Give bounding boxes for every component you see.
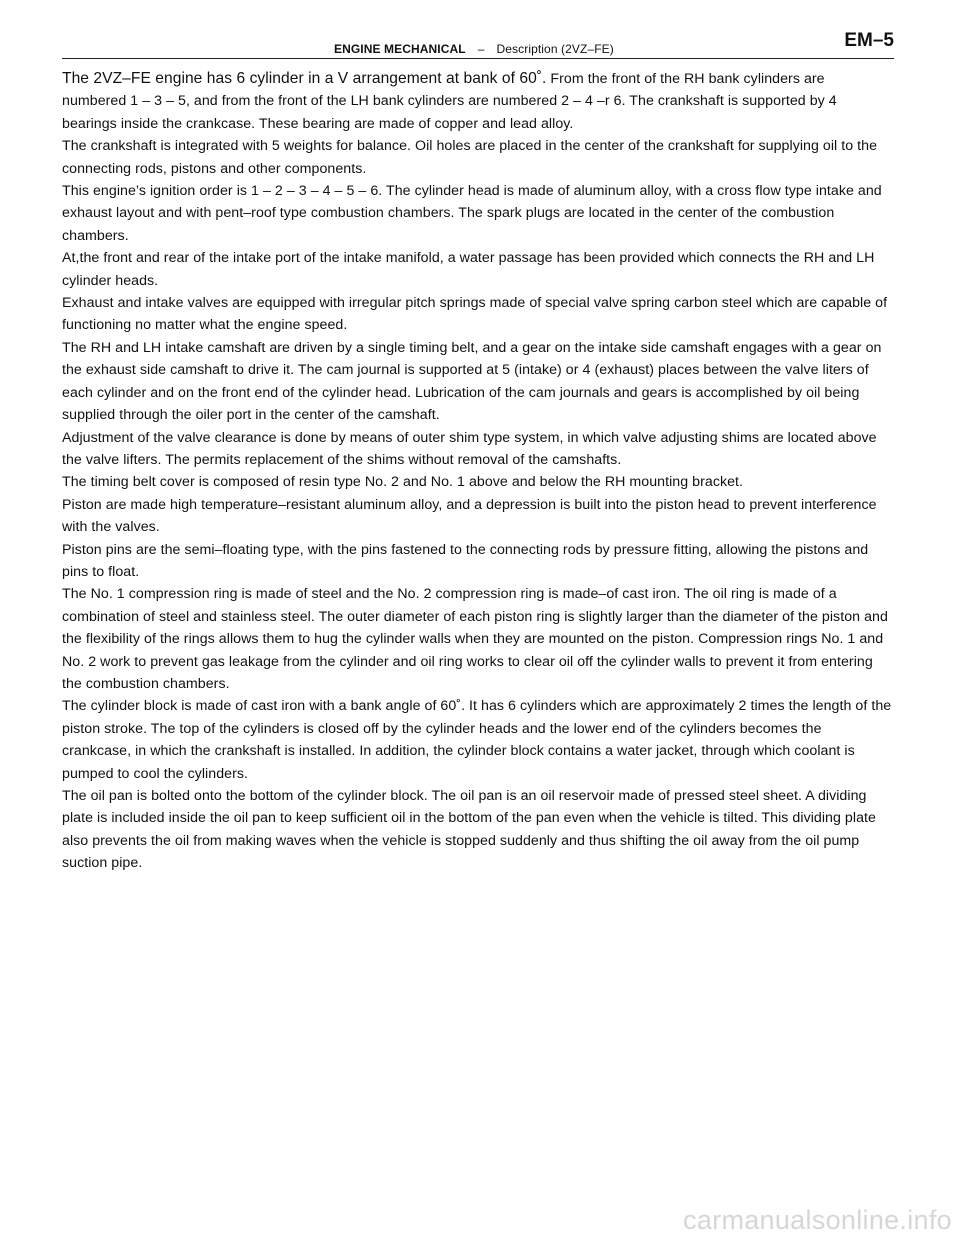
- watermark: carmanualsonline.info: [683, 1205, 952, 1235]
- title-separator: –: [477, 42, 485, 56]
- paragraph-ignition-order: This engine’s ignition order is 1 – 2 – 3 – 4 – 5 – 6. The cylinder head is made of aluminum alloy, with a cross flow type intake and exhaust layout and with pent–roof type combustion chambers. The spark plugs are located in the center of the combustion chambers.: [62, 183, 882, 244]
- page-number: EM–5: [844, 30, 894, 51]
- paragraph-camshaft: The RH and LH intake camshaft are driven by a single timing belt, and a gear on the intake side camshaft engages with a gear on the exhaust side camshaft to drive it. The cam journal is supported at 5 (intake) or 4 (exhaust) places between the valve liters of each cylinder and on the front end of the cylinder head. Lubrication of the cam journals and gears is accomplished by oil being supplied through the oiler port in the center of the camshaft.: [62, 339, 882, 424]
- paragraph-valve-clearance: Adjustment of the valve clearance is done by means of outer shim type system, in which valve adjusting shims are located above the valve lifters. The permits replacement of the shims without removal of the camshafts.: [62, 429, 877, 468]
- paragraph-piston-pins: Piston pins are the semi–floating type, with the pins fastened to the connecting rods by pressure fitting, allowing the pistons and pins to float.: [62, 541, 869, 580]
- paragraph-text: From the front of the RH bank cylinders are numbered 1 – 3 – 5, and from the front of the LH bank cylinders are numbered 2 – 4 –r 6. The crankshaft is supported by 4 bearings inside the crankcase. These bearing are made of copper and lead alloy.: [62, 71, 837, 132]
- paragraph-oil-pan: The oil pan is bolted onto the bottom of the cylinder block. The oil pan is an oil reservoir made of pressed steel sheet. A dividing plate is included inside the oil pan to keep sufficient oil in the bottom of the pan even when the vehicle is tilted. This dividing plate also prevents the oil from making waves when the vehicle is stopped suddenly and thus shifting the oil away from the oil pump suction pipe.: [62, 788, 876, 872]
- section-title: ENGINE MECHANICAL: [334, 42, 466, 56]
- page-header: [62, 30, 894, 62]
- description-body: [62, 68, 892, 875]
- paragraph-piston-rings: The No. 1 compression ring is made of steel and the No. 2 compression ring is made–of cast iron. The oil ring is made of a combination of steel and stainless steel. The outer diameter of each piston ring is slightly larger than the diameter of the piston and the flexibility of the rings allows them to hug the cylinder walls when they are mounted on the piston. Compression rings No. 1 and No. 2 work to prevent gas leakage from the cylinder and oil ring works to clear oil off the cylinder walls to prevent it from entering the combustion chambers.: [62, 586, 888, 692]
- header-rule: [62, 58, 894, 59]
- paragraph-water-passage: At,the front and rear of the intake port of the intake manifold, a water passage has been provided which connects the RH and LH cylinder heads.: [62, 250, 875, 289]
- lead-sentence: The 2VZ–FE engine has 6 cylinder in a V arrangement at bank of 60˚.: [62, 70, 547, 87]
- paragraph-engine-layout: [62, 68, 892, 135]
- paragraph-crankshaft: The crankshaft is integrated with 5 weights for balance. Oil holes are placed in the center of the crankshaft for supplying oil to the connecting rods, pistons and other components.: [62, 138, 878, 177]
- paragraph-piston: Piston are made high temperature–resistant aluminum alloy, and a depression is built into the piston head to prevent interference with the valves.: [62, 496, 877, 536]
- paragraph-valve-springs: Exhaust and intake valves are equipped with irregular pitch springs made of special valve spring carbon steel which are capable of functioning no matter what the engine speed.: [62, 295, 888, 334]
- subsection-title: Description (2VZ–FE): [496, 42, 614, 56]
- paragraph-cylinder-block: The cylinder block is made of cast iron with a bank angle of 60˚. It has 6 cylinders which are approximately 2 times the length of the piston stroke. The top of the cylinders is closed off by the cylinder heads and the lower end of the cylinders becomes the crankcase, in which the crankshaft is installed. In addition, the cylinder block contains a water jacket, through which coolant is pumped to cool the cylinders.: [62, 698, 892, 782]
- paragraph-timing-belt-cover: The timing belt cover is composed of resin type No. 2 and No. 1 above and below the RH mounting bracket.: [62, 474, 744, 491]
- running-title: [334, 42, 614, 56]
